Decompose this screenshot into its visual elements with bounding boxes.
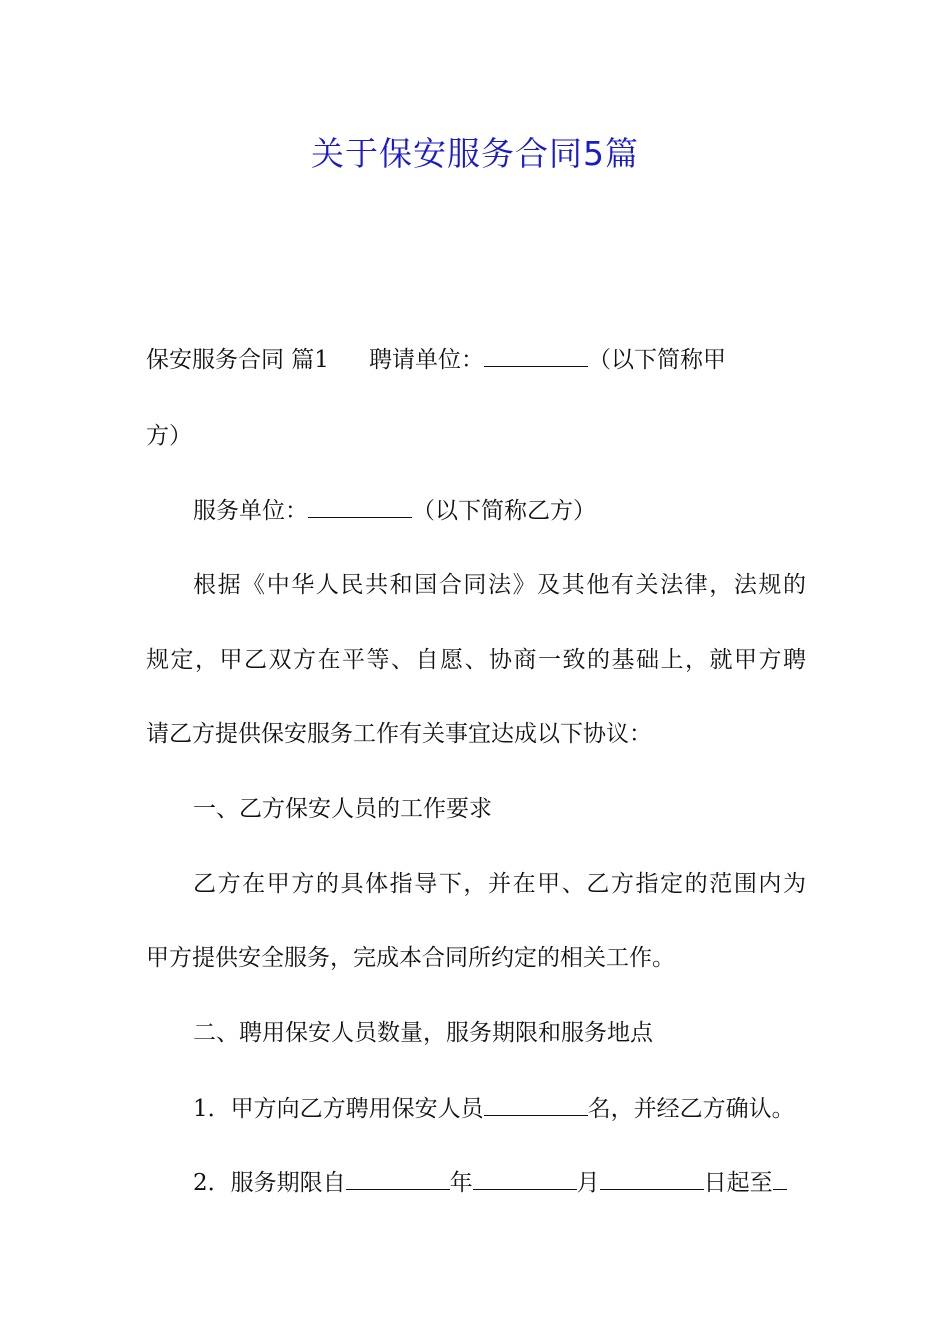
paragraph-line (193, 1167, 806, 1198)
party-b-note: （以下简称乙方） (412, 498, 596, 524)
end-date-blank (773, 1167, 787, 1190)
paragraph-line (146, 344, 806, 375)
section-heading: 一、乙方保安人员的工作要求 (193, 796, 492, 822)
paragraph-line (193, 495, 806, 526)
party-a-note: （以下简称甲 (587, 347, 726, 373)
item-1-text: 1．甲方向乙方聘用保安人员 (193, 1096, 484, 1122)
day-label: 日起至 (703, 1170, 773, 1196)
paragraph-line: 根据《中华人民共和国合同法》及其他有关法律，法规的 (193, 572, 806, 598)
hiring-unit-blank (484, 344, 588, 367)
paragraph-line: 甲方提供安全服务，完成本合同所约定的相关工作。 (146, 945, 675, 971)
section-heading: 二、聘用保安人员数量，服务期限和服务地点 (193, 1020, 653, 1046)
paragraph-line (193, 1093, 806, 1124)
paragraph-line: 请乙方提供保安服务工作有关事宜达成以下协议： (146, 721, 652, 747)
start-year-blank (346, 1167, 450, 1190)
start-month-blank (473, 1167, 577, 1190)
contract-heading: 保安服务合同 篇1 (146, 347, 329, 373)
service-unit-blank (308, 495, 412, 518)
paragraph-line: 乙方在甲方的具体指导下，并在甲、乙方指定的范围内为 (193, 871, 806, 897)
paragraph-line: 方） (146, 423, 192, 449)
month-label: 月 (576, 1170, 600, 1196)
item-2-text: 2．服务期限自 (193, 1170, 346, 1196)
service-unit-label: 服务单位： (193, 498, 308, 524)
paragraph-line: 规定，甲乙双方在平等、自愿、协商一致的基础上，就甲方聘 (146, 647, 806, 673)
hiring-unit-label: 聘请单位： (368, 347, 484, 373)
year-label: 年 (449, 1170, 473, 1196)
document-title: 关于保安服务合同5篇 (311, 134, 639, 173)
start-day-blank (600, 1167, 704, 1190)
staff-count-blank (484, 1093, 588, 1116)
item-1-tail: 名，并经乙方确认。 (587, 1096, 795, 1122)
